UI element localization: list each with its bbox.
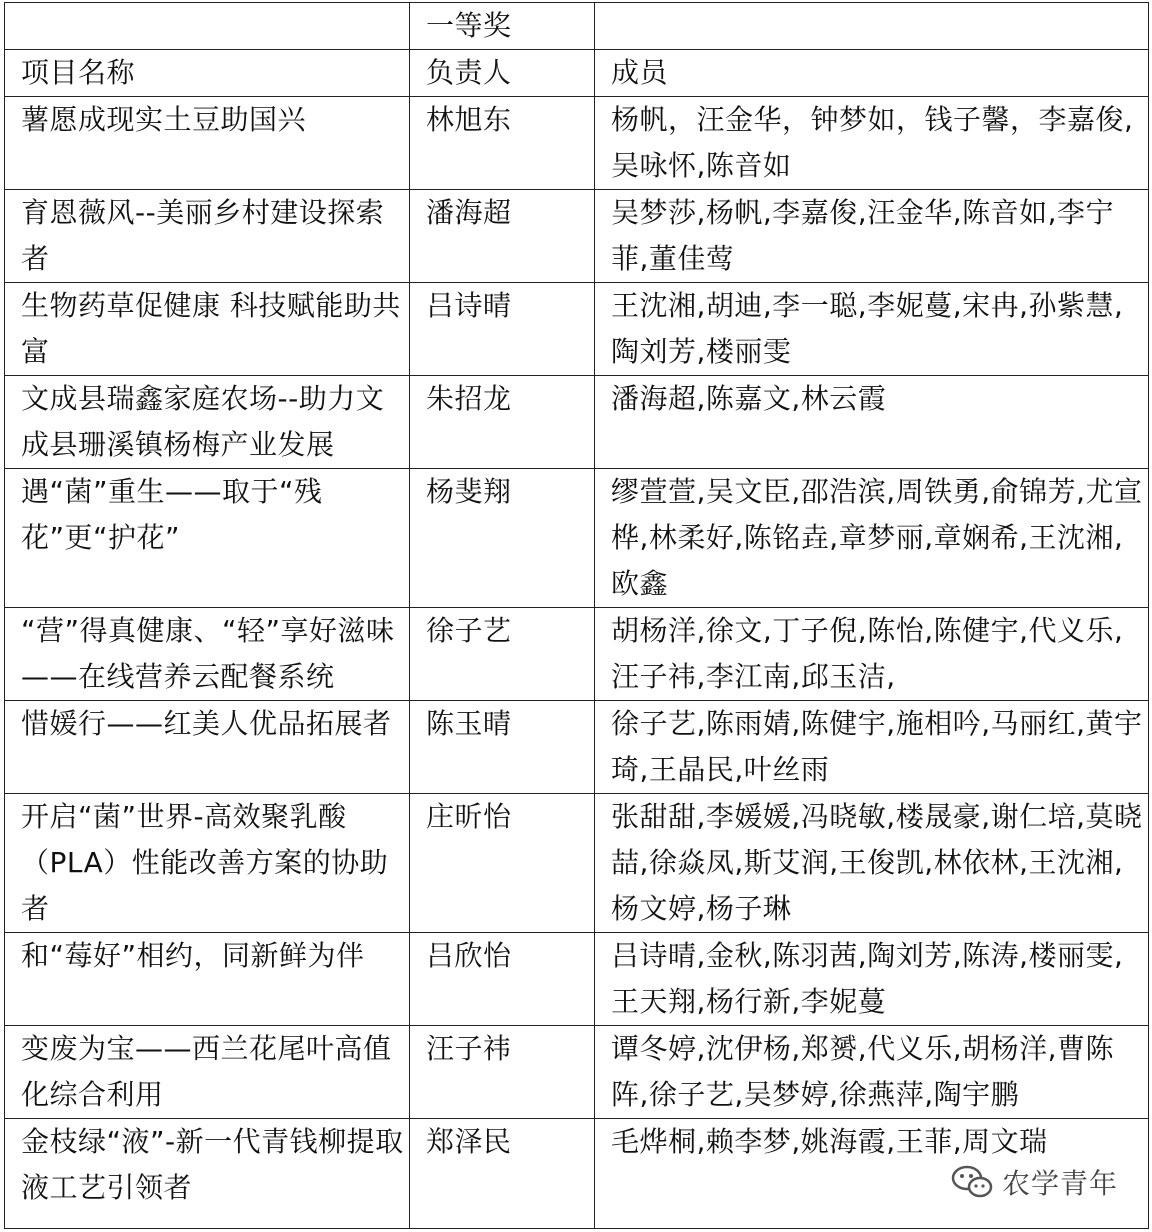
leader-cell: 潘海超	[410, 190, 595, 283]
project-name-cell: 育恩薇风--美丽乡村建设探索者	[5, 190, 410, 283]
leader-cell: 吕欣怡	[410, 933, 595, 1026]
table-row	[5, 97, 1149, 190]
members-cell: 吕诗晴,金秋,陈羽茜,陶刘芳,陈涛,楼丽雯,王天翔,杨行新,李妮蔓	[595, 933, 1149, 1026]
leader-cell: 杨斐翔	[410, 469, 595, 608]
members-cell: 潘海超,陈嘉文,林云霞	[595, 376, 1149, 469]
table-row	[5, 376, 1149, 469]
award-header-empty-cell	[595, 3, 1149, 50]
project-name-cell: 开启“菌”世界-高效聚乳酸（PLA）性能改善方案的协助者	[5, 794, 410, 933]
table-row	[5, 283, 1149, 376]
watermark	[950, 1162, 1118, 1202]
leader-cell: 郑泽民	[410, 1119, 595, 1229]
award-header-cell: 一等奖	[410, 3, 595, 50]
wechat-icon	[950, 1164, 994, 1200]
members-cell: 王沈湘,胡迪,李一聪,李妮蔓,宋冉,孙紫慧,陶刘芳,楼丽雯	[595, 283, 1149, 376]
members-cell: 张甜甜,李媛媛,冯晓敏,楼晟豪,谢仁培,莫晓喆,徐焱凤,斯艾润,王俊凯,林依林,王沈湘,杨文婷,杨子琳	[595, 794, 1149, 933]
members-cell: 吴梦莎,杨帆,李嘉俊,汪金华,陈音如,李宁菲,董佳莺	[595, 190, 1149, 283]
members-cell: 毛烨桐,赖李梦,姚海霞,王菲,周文瑞	[595, 1119, 1149, 1229]
award-header-row	[5, 3, 1149, 50]
column-header-project: 项目名称	[5, 50, 410, 97]
column-header-members: 成员	[595, 50, 1149, 97]
members-cell: 缪萱萱,吴文臣,邵浩滨,周铁勇,俞锦芳,尤宣桦,林柔好,陈铭垚,章梦丽,章娴希,王沈湘,欧鑫	[595, 469, 1149, 608]
members-cell: 胡杨洋,徐文,丁子倪,陈怡,陈健宇,代义乐,汪子祎,李江南,邱玉洁,	[595, 608, 1149, 701]
leader-cell: 朱招龙	[410, 376, 595, 469]
project-name-cell: 和“莓好”相约，同新鲜为伴	[5, 933, 410, 1026]
project-name-cell: 薯愿成现实土豆助国兴	[5, 97, 410, 190]
table-row	[5, 469, 1149, 608]
leader-cell: 庄昕怡	[410, 794, 595, 933]
project-name-cell: 惜媛行——红美人优品拓展者	[5, 701, 410, 794]
members-cell: 徐子艺,陈雨婧,陈健宇,施相吟,马丽红,黄宇琦,王晶民,叶丝雨	[595, 701, 1149, 794]
watermark-text: 农学青年	[1002, 1167, 1119, 1200]
table-row	[5, 190, 1149, 283]
table-row	[5, 794, 1149, 933]
leader-cell: 徐子艺	[410, 608, 595, 701]
table-row	[5, 701, 1149, 794]
members-cell: 谭冬婷,沈伊杨,郑赟,代义乐,胡杨洋,曹陈阵,徐子艺,吴梦婷,徐燕萍,陶宇鹏	[595, 1026, 1149, 1119]
table-row	[5, 1026, 1149, 1119]
project-name-cell: 金枝绿“液”-新一代青钱柳提取液工艺引领者	[5, 1119, 410, 1229]
award-header-empty-cell	[5, 3, 410, 50]
table-row	[5, 933, 1149, 1026]
column-header-leader: 负责人	[410, 50, 595, 97]
project-name-cell: 遇“菌”重生——取于“残花”更“护花”	[5, 469, 410, 608]
leader-cell: 汪子祎	[410, 1026, 595, 1119]
leader-cell: 吕诗晴	[410, 283, 595, 376]
project-name-cell: 文成县瑞鑫家庭农场--助力文成县珊溪镇杨梅产业发展	[5, 376, 410, 469]
leader-cell: 林旭东	[410, 97, 595, 190]
project-name-cell: 变废为宝——西兰花尾叶高值化综合利用	[5, 1026, 410, 1119]
column-header-row	[5, 50, 1149, 97]
members-cell: 杨帆，汪金华，钟梦如，钱子馨，李嘉俊,吴咏怀,陈音如	[595, 97, 1149, 190]
awards-table	[4, 2, 1149, 1229]
leader-cell: 陈玉晴	[410, 701, 595, 794]
project-name-cell: 生物药草促健康 科技赋能助共富	[5, 283, 410, 376]
project-name-cell: “营”得真健康、“轻”享好滋味——在线营养云配餐系统	[5, 608, 410, 701]
table-row	[5, 608, 1149, 701]
